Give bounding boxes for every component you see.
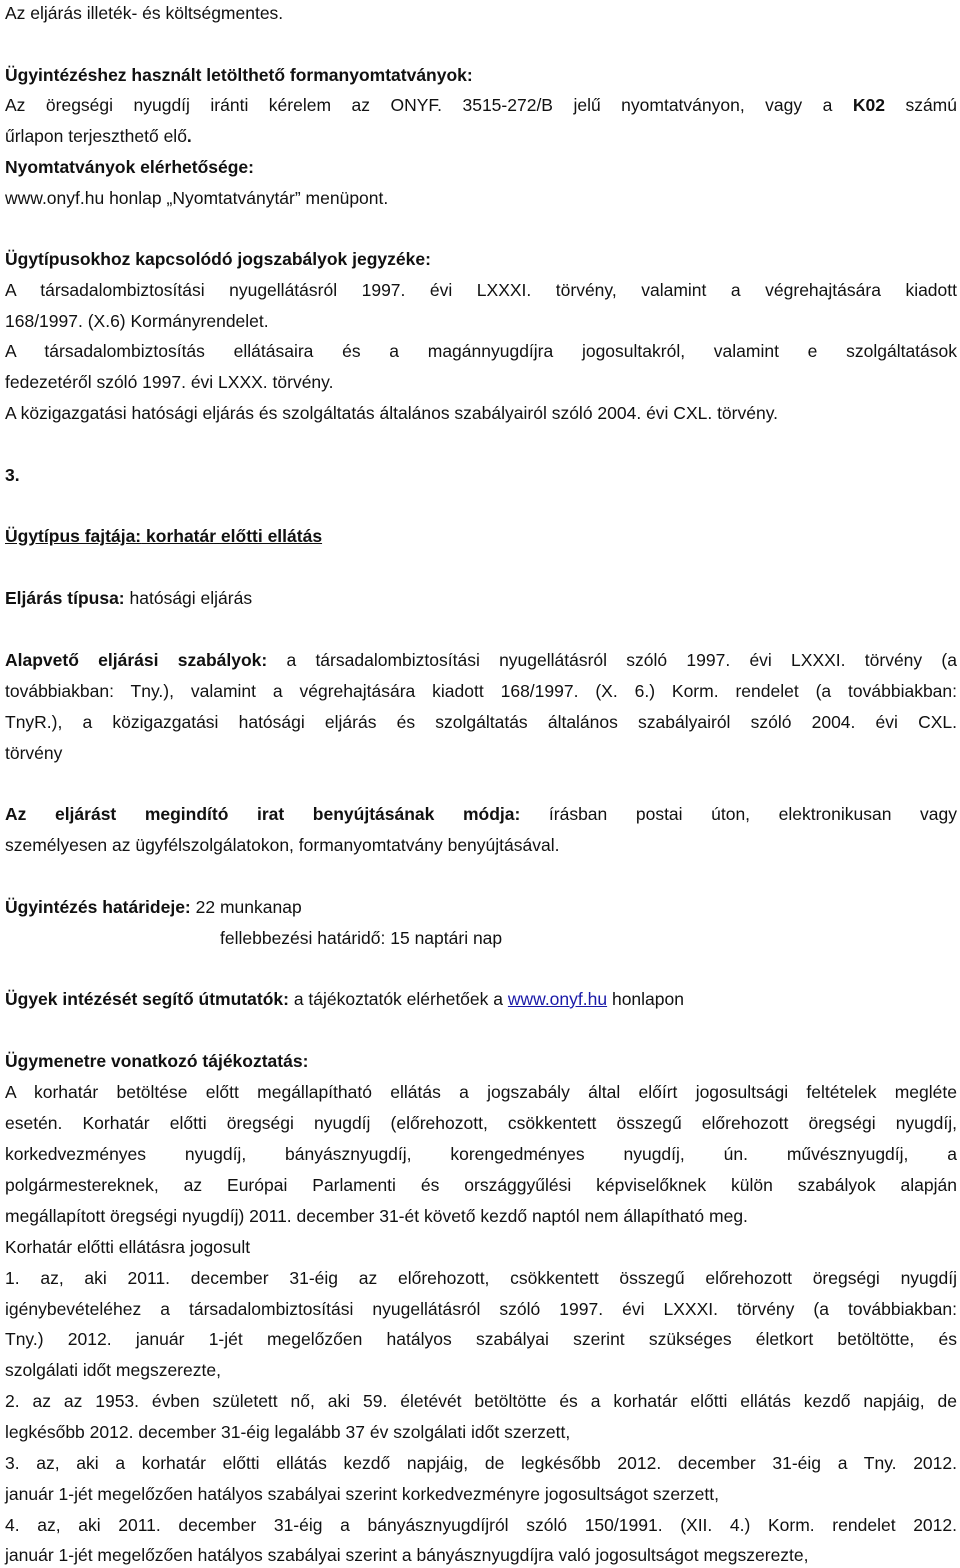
law-line-1: A társadalombiztosítási nyugellátásról 1997. évi LXXXI. törvény, valamint a végrehajtására kiadott xyxy=(5,280,957,300)
laws-heading: Ügytípusokhoz kapcsolódó jogszabályok jegyzéke: xyxy=(5,249,431,269)
availability-heading: Nyomtatványok elérhetősége: xyxy=(5,157,254,177)
case-type xyxy=(5,525,957,547)
case-type-label: Ügytípus fajtája: xyxy=(5,526,142,546)
onyf-link[interactable]: www.onyf.hu xyxy=(507,989,608,1009)
info-line-3: korkedvezményes nyugdíj, bányásznyugdíj, korengedményes nyugdíj, ún. művésznyugdíj, a xyxy=(5,1144,957,1164)
info-line-1: A korhatár betöltése előtt megállapítható ellátás a jogszabály által előírt jogosultsági feltételek megléte xyxy=(5,1082,957,1102)
forms-line-1: Az öregségi nyugdíj iránti kérelem az ONYF. 3515-272/B jelű nyomtatványon, vagy a K02 számú xyxy=(5,95,957,115)
forms-heading: Ügyintézéshez használt letölthető formanyomtatványok: xyxy=(5,65,473,85)
availability-text: www.onyf.hu honlap „Nyomtatványtár” menüpont. xyxy=(5,188,389,208)
eligible-heading: Korhatár előtti ellátásra jogosult xyxy=(5,1237,251,1257)
case-type-value: korhatár előtti ellátás xyxy=(146,526,323,546)
list-line-7: 3. az, aki a korhatár előtti ellátás kezdő napjáig, de legkésőbb 2012. december 31-éig a Tny. 2012. xyxy=(5,1453,957,1473)
rules-line-4: törvény xyxy=(5,743,63,763)
rules-line-2: továbbiakban: Tny.), valamint a végrehajtására kiadott 168/1997. (X. 6.) Korm. rendelet (a továbbiakban: xyxy=(5,681,957,701)
law-line-5: A közigazgatási hatósági eljárás és szolgáltatás általános szabályairól szóló 2004. évi CXL. törvény. xyxy=(5,403,779,423)
list-line-3: Tny.) 2012. január 1-jét megelőzően hatályos szabályai szerint szükséges életkort betöltötte, és xyxy=(5,1329,957,1349)
list-line-10: január 1-jét megelőzően hatályos szabályai szerint a bányásznyugdíjra való jogosultságot megszerezte, xyxy=(5,1545,809,1565)
forms-line-2: űrlapon terjeszthető elő. xyxy=(5,126,192,146)
info-heading: Ügymenetre vonatkozó tájékoztatás: xyxy=(5,1051,309,1071)
list-line-4: szolgálati időt megszerezte, xyxy=(5,1360,221,1380)
rules-line-3: TnyR.), a közigazgatási hatósági eljárás és szolgáltatás általános szabályairól szóló 2004. évi CXL. xyxy=(5,712,957,732)
list-line-1: 1. az, aki 2011. december 31-éig az előrehozott, csökkentett összegű előrehozott öregségi nyugdíj xyxy=(5,1268,957,1288)
list-line-6: legkésőbb 2012. december 31-éig legalább 37 év szolgálati időt szerzett, xyxy=(5,1422,571,1442)
list-line-8: január 1-jét megelőzően hatályos szabályai szerint korkedvezményre jogosultságot szerzett, xyxy=(5,1484,719,1504)
law-line-2: 168/1997. (X.6) Kormányrendelet. xyxy=(5,311,269,331)
list-line-5: 2. az az 1953. évben született nő, aki 59. életévét betöltötte és a korhatár előtti ellátás kezdő napjáig, de xyxy=(5,1391,957,1411)
list-line-9: 4. az, aki 2011. december 31-éig a bányásznyugdíjról szóló 150/1991. (XII. 4.) Korm. rendelet 2012. xyxy=(5,1515,957,1535)
law-line-3: A társadalombiztosítás ellátásaira és a magánnyugdíjra jogosultakról, valamint e szolgáltatások xyxy=(5,341,957,361)
appeal-deadline: fellebbezési határidő: 15 naptári nap xyxy=(220,928,503,948)
deadline: Ügyintézés határideje: 22 munkanap xyxy=(5,897,302,917)
section-number: 3. xyxy=(5,465,20,485)
submit-line-1: Az eljárást megindító irat benyújtásának módja: írásban postai úton, elektronikusan vagy xyxy=(5,804,957,824)
info-line-4: polgármestereknek, az Európai Parlamenti és országgyűlési képviselőknek külön szabályok alapján xyxy=(5,1175,957,1195)
info-line-2: esetén. Korhatár előtti öregségi nyugdíj (előrehozott, csökkentett összegű előrehozott öregségi nyugdíj, xyxy=(5,1113,957,1133)
rules-line-1: Alapvető eljárási szabályok: a társadalombiztosítási nyugellátásról szóló 1997. évi LXXXI. törvény (a xyxy=(5,650,957,670)
guides: Ügyek intézését segítő útmutatók: a tájékoztatók elérhetőek a www.onyf.hu honlapon xyxy=(5,989,684,1009)
info-line-5: megállapított öregségi nyugdíj) 2011. december 31-ét követő kezdő naptól nem állapítható meg. xyxy=(5,1206,748,1226)
procedure-type: Eljárás típusa: hatósági eljárás xyxy=(5,588,253,608)
fee-line: Az eljárás illeték- és költségmentes. xyxy=(5,3,284,23)
submit-line-2: személyesen az ügyfélszolgálatokon, formanyomtatvány benyújtásával. xyxy=(5,835,560,855)
law-line-4: fedezetéről szóló 1997. évi LXXX. törvény. xyxy=(5,372,334,392)
list-line-2: igénybevételéhez a társadalombiztosítási nyugellátásról szóló 1997. évi LXXXI. törvény (a továbbiakban: xyxy=(5,1299,957,1319)
